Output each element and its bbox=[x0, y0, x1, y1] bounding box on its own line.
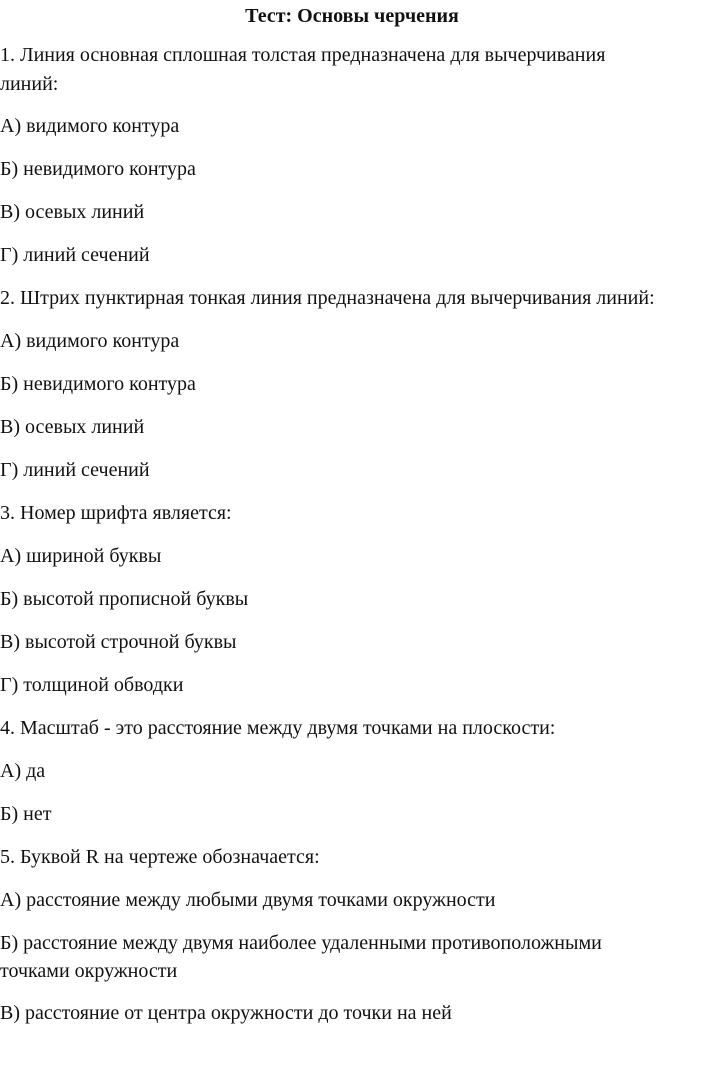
question-2-answer-b: Б) невидимого контура bbox=[0, 373, 196, 395]
question-1-answer-a: А) видимого контура bbox=[0, 115, 180, 137]
question-4-text: 4. Масштаб - это расстояние между двумя точками на плоскости: bbox=[0, 717, 556, 739]
question-1-answer-b: Б) невидимого контура bbox=[0, 158, 196, 180]
question-3-answer-b: Б) высотой прописной буквы bbox=[0, 588, 249, 610]
question-2-text: 2. Штрих пунктирная тонкая линия предназначена для вычерчивания линий: bbox=[0, 287, 655, 309]
question-4-answer-b: Б) нет bbox=[0, 803, 52, 825]
question-1-text-line1: 1. Линия основная сплошная толстая предназначена для вычерчивания bbox=[0, 44, 606, 66]
question-2-answer-d: Г) линий сечений bbox=[0, 459, 150, 481]
question-1-text-line2: линий: bbox=[0, 73, 59, 95]
question-5-text: 5. Буквой R на чертеже обозначается: bbox=[0, 846, 320, 868]
question-1-answer-c: В) осевых линий bbox=[0, 201, 145, 223]
question-3-text: 3. Номер шрифта является: bbox=[0, 502, 232, 524]
question-2-answer-c: В) осевых линий bbox=[0, 416, 145, 438]
question-4-answer-a: А) да bbox=[0, 760, 46, 782]
question-3-answer-a: А) шириной буквы bbox=[0, 545, 162, 567]
question-5-answer-b: Б) расстояние между двумя наиболее удаленными противоположными bbox=[0, 932, 602, 954]
page-title: Тест: Основы черчения bbox=[245, 5, 459, 27]
question-5-answer-b-continued: точками окружности bbox=[0, 960, 178, 982]
question-3-answer-d: Г) толщиной обводки bbox=[0, 674, 184, 696]
question-2-answer-a: А) видимого контура bbox=[0, 330, 180, 352]
question-1-answer-d: Г) линий сечений bbox=[0, 244, 150, 266]
question-3-answer-c: В) высотой строчной буквы bbox=[0, 631, 237, 653]
question-5-answer-a: А) расстояние между любыми двумя точками окружности bbox=[0, 889, 496, 911]
question-5-answer-c: В) расстояние от центра окружности до точки на ней bbox=[0, 1002, 452, 1024]
